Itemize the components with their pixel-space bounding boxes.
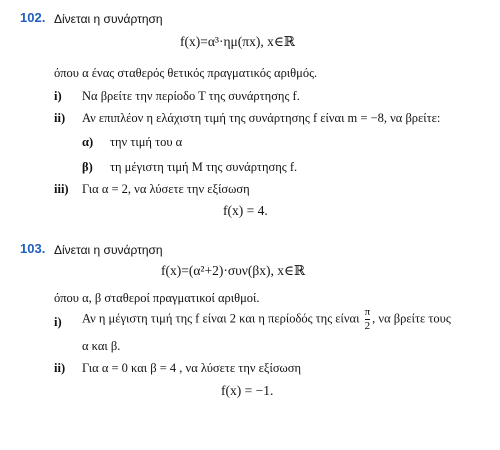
- problem-103-part-i-line: [82, 307, 451, 332]
- problem-103-part-i-text-before: Αν η μέγιστη τιμή της f είναι 2 και η περίοδός της είναι: [82, 311, 360, 326]
- problem-102-subpart-a-text: την τιμή του α: [110, 135, 183, 149]
- problem-102-part-i-label: i): [54, 89, 62, 103]
- problem-number-103: 103.: [20, 241, 46, 256]
- problem-102-subpart-b-text: τη μέγιστη τιμή Μ της συνάρτησης f.: [110, 160, 298, 174]
- problem-103-formula: f(x)=(α²+2)·συν(βx), x∈ℝ: [161, 263, 306, 278]
- problem-102-part-iii-label: iii): [54, 182, 69, 196]
- fraction-numerator: π: [364, 306, 371, 318]
- problem-102-intro: Δίνεται η συνάρτηση: [54, 12, 163, 26]
- problem-103-part-ii-label: ii): [54, 361, 66, 375]
- problem-number-102: 102.: [20, 10, 46, 25]
- problem-103-part-i-text-after: , να βρείτε τους: [372, 311, 451, 326]
- problem-102-subpart-a-label: α): [82, 135, 94, 149]
- problem-102-part-i-text: Να βρείτε την περίοδο Τ της συνάρτησης f.: [82, 89, 300, 103]
- problem-103-part-i-continuation: α και β.: [82, 339, 121, 353]
- problem-103-description: όπου α, β σταθεροί πραγματικοί αριθμοί.: [54, 291, 260, 305]
- period-fraction: [365, 307, 371, 332]
- problem-102-part-ii-text: Αν επιπλέον η ελάχιστη τιμή της συνάρτησης f είναι m = −8, να βρείτε:: [82, 111, 441, 125]
- problem-103-part-i-label: i): [54, 315, 62, 329]
- problem-102-description: όπου α ένας σταθερός θετικός πραγματικός αριθμός.: [54, 66, 318, 80]
- problem-102-formula: f(x)=α³·ημ(πx), x∈ℝ: [180, 34, 296, 49]
- problem-103-part-ii-text: Για α = 0 και β = 4 , να λύσετε την εξίσωση: [82, 361, 302, 375]
- problem-102-part-iii-text: Για α = 2, να λύσετε την εξίσωση: [82, 182, 250, 196]
- problem-102-part-ii-label: ii): [54, 111, 66, 125]
- problem-103-equation: f(x) = −1.: [221, 383, 274, 398]
- problem-103-intro: Δίνεται η συνάρτηση: [54, 243, 163, 257]
- problem-102-subpart-b-label: β): [82, 160, 93, 174]
- fraction-denominator: 2: [364, 320, 371, 332]
- problem-102-equation: f(x) = 4.: [223, 203, 268, 218]
